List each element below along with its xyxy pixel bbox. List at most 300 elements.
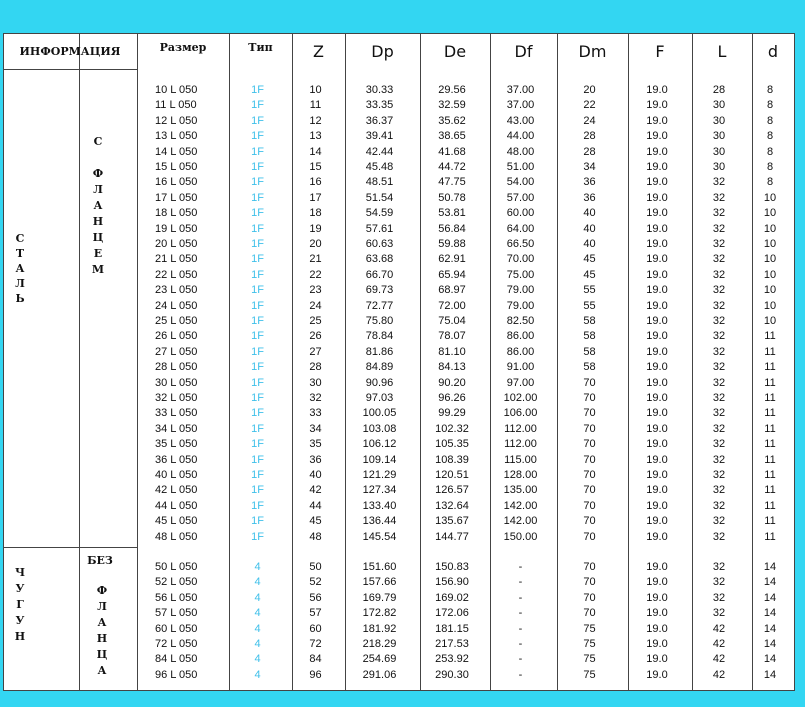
header-dp: Dp [371,41,394,61]
cell-d: 14 [763,638,777,650]
cell-dp: 100.05 [362,407,397,420]
cell-d: 10 [763,284,777,297]
cell-dm: 36 [583,191,596,204]
cell-type: 1F [251,484,264,497]
cell-de: 53.81 [438,207,466,220]
cell-type: 1F [251,499,264,512]
group-cast-iron-label: Ч У Г У Н [14,566,26,643]
cell-z: 48 [309,530,322,543]
cell-de: 217.53 [435,638,469,650]
cell-de: 65.94 [438,268,466,281]
cell-size: 42 L 050 [155,484,198,497]
cell-size: 16 L 050 [155,176,198,189]
cell-size: 60 L 050 [155,622,198,635]
cell-size: 21 L 050 [155,253,198,266]
cell-dm: 28 [583,145,596,158]
cell-type: 1F [251,253,264,266]
cell-type: 1F [251,176,264,189]
cell-dm: 70 [583,453,596,466]
header-d: d [767,41,779,61]
cell-type: 1F [251,191,264,204]
cell-size: 72 L 050 [155,638,198,650]
cell-dm: 22 [583,99,596,112]
cell-df: - [518,653,523,666]
cell-l: 42 [712,622,726,635]
cell-dp: 127.34 [362,484,397,497]
cell-dm: 70 [583,561,596,573]
cell-dm: 75 [583,638,596,650]
cell-z: 32 [309,392,322,404]
cell-de: 172.06 [435,607,469,620]
cell-dm: 34 [583,161,596,173]
cell-type: 1F [251,114,264,127]
cell-f: 19.0 [646,484,668,497]
cell-d: 11 [764,392,776,404]
cell-df: - [518,591,523,604]
cell-l: 30 [712,114,726,127]
header-l: L [717,41,727,61]
cell-dm: 70 [583,407,596,420]
spec-table [3,33,795,691]
cell-f: 19.0 [646,268,668,281]
cell-dp: 90.96 [365,376,394,389]
cell-dp: 30.33 [365,84,394,96]
cell-l: 32 [712,407,726,420]
cell-dm: 70 [583,499,596,512]
cell-de: 253.92 [435,653,469,666]
cell-dp: 78.84 [365,330,394,343]
header-size: Размер [159,40,207,54]
cell-dm: 70 [583,376,596,389]
cell-dp: 45.48 [365,161,394,173]
header-info: ИНФОРМАЦИЯ [19,44,121,58]
cell-type: 1F [251,284,264,297]
cell-d: 10 [763,222,777,235]
cell-type: 1F [251,238,264,250]
cell-d: 11 [764,453,776,466]
cell-dm: 40 [583,222,596,235]
cell-df: 54.00 [506,176,535,189]
cell-dm: 58 [583,345,596,358]
cell-z: 23 [309,284,322,297]
cell-df: 82.50 [506,315,535,327]
cell-f: 19.0 [646,114,668,127]
cell-type: 1F [251,161,264,173]
cell-type: 1F [251,392,264,404]
cell-size: 22 L 050 [155,268,198,281]
cell-df: 86.00 [506,345,535,358]
cell-de: 105.35 [435,438,469,451]
cell-l: 32 [712,469,726,481]
cell-d: 11 [764,422,776,435]
cell-size: 34 L 050 [155,422,198,435]
cell-l: 32 [712,607,726,620]
cell-type: 1F [251,222,264,235]
cell-f: 19.0 [646,422,668,435]
group-without-flange-label: Ф Л А Н Ц А [96,584,108,677]
cell-de: 181.15 [435,622,469,635]
cell-type: 1F [251,268,264,281]
cell-dm: 20 [583,84,596,96]
cell-l: 32 [712,453,726,466]
cell-d: 8 [766,114,774,127]
cell-z: 26 [309,330,322,343]
cell-d: 11 [764,330,776,343]
cell-dp: 109.14 [362,453,397,466]
cell-de: 56.84 [438,222,466,235]
header-type: Тип [248,40,273,54]
cell-dp: 72.77 [365,299,394,312]
cell-de: 38.65 [438,130,466,143]
cell-d: 11 [764,345,776,358]
cell-l: 30 [712,130,726,143]
cell-df: 115.00 [504,453,537,466]
cell-dp: 63.68 [365,253,394,266]
cell-d: 11 [764,376,776,389]
cell-size: 13 L 050 [155,130,198,143]
cell-de: 78.07 [438,330,466,343]
cell-size: 25 L 050 [155,315,198,327]
cell-type: 4 [254,591,261,604]
cell-size: 44 L 050 [155,499,198,512]
cell-l: 32 [712,222,726,235]
cell-z: 35 [309,438,322,451]
cell-de: 44.72 [438,161,466,173]
cell-de: 290.30 [435,668,469,681]
cell-dm: 58 [583,330,596,343]
cell-type: 1F [251,299,264,312]
cell-dp: 103.08 [362,422,397,435]
cell-dp: 181.92 [362,622,397,635]
cell-dp: 97.03 [365,392,394,404]
cell-dp: 81.86 [365,345,394,358]
cell-z: 20 [309,238,322,250]
cell-dp: 51.54 [365,191,394,204]
cell-f: 19.0 [646,99,668,112]
cell-de: 135.67 [435,515,469,528]
cell-l: 32 [712,345,726,358]
cell-size: 32 L 050 [155,392,198,404]
cell-df: 75.00 [506,268,535,281]
cell-d: 14 [763,561,777,573]
cell-df: - [518,576,523,589]
cell-dp: 133.40 [362,499,397,512]
cell-dp: 157.66 [362,576,397,589]
cell-dp: 106.12 [362,438,397,451]
cell-f: 19.0 [646,591,668,604]
cell-dm: 70 [583,515,596,528]
cell-f: 19.0 [646,668,668,681]
cell-l: 32 [712,284,726,297]
cell-df: 48.00 [506,145,535,158]
cell-de: 108.39 [435,453,469,466]
cell-de: 75.04 [438,315,466,327]
cell-size: 52 L 050 [155,576,198,589]
cell-df: 57.00 [506,191,535,204]
cell-de: 126.57 [435,484,469,497]
cell-z: 45 [309,515,322,528]
cell-type: 4 [254,653,261,666]
cell-de: 90.20 [438,376,466,389]
cell-de: 68.97 [438,284,466,297]
cell-size: 84 L 050 [155,653,198,666]
cell-type: 1F [251,422,264,435]
cell-l: 32 [712,176,726,189]
cell-l: 32 [712,438,726,451]
cell-dp: 54.59 [365,207,394,220]
cell-size: 28 L 050 [155,361,198,374]
cell-f: 19.0 [646,638,668,650]
cell-dm: 70 [583,422,596,435]
cell-dp: 33.35 [365,99,394,112]
cell-l: 32 [712,530,726,543]
cell-dm: 55 [583,299,596,312]
cell-l: 30 [712,161,726,173]
cell-f: 19.0 [646,407,668,420]
cell-d: 11 [764,499,776,512]
cell-de: 132.64 [435,499,469,512]
cell-l: 28 [712,84,726,96]
cell-type: 1F [251,145,264,158]
cell-size: 14 L 050 [155,145,198,158]
cell-dp: 136.44 [362,515,397,528]
cell-f: 19.0 [646,130,668,143]
cell-size: 20 L 050 [155,238,198,250]
cell-df: 112.00 [504,438,537,451]
cell-f: 19.0 [646,376,668,389]
cell-l: 42 [712,668,726,681]
cell-z: 50 [309,561,322,573]
cell-f: 19.0 [646,361,668,374]
cell-df: - [518,668,523,681]
group-with-flange-label: С Ф Л А Н Ц Е М [91,135,105,276]
cell-l: 32 [712,499,726,512]
cell-d: 11 [764,407,776,420]
cell-z: 17 [309,191,322,204]
cell-l: 32 [712,484,726,497]
cell-z: 40 [309,469,322,481]
cell-df: 51.00 [506,161,535,173]
cell-l: 30 [712,99,726,112]
cell-df: 128.00 [503,469,538,481]
cell-size: 10 L 050 [155,84,198,96]
cell-type: 4 [254,638,261,650]
cell-size: 24 L 050 [155,299,198,312]
cell-z: 57 [309,607,322,620]
cell-de: 62.91 [438,253,466,266]
cell-dm: 58 [583,361,596,374]
cell-df: 102.00 [503,392,538,404]
cell-df: 142.00 [503,499,538,512]
cell-size: 36 L 050 [155,453,198,466]
cell-type: 1F [251,330,264,343]
cell-de: 41.68 [438,145,466,158]
cell-z: 27 [309,345,322,358]
cell-dm: 70 [583,591,596,604]
cell-size: 27 L 050 [155,345,198,358]
cell-f: 19.0 [646,392,668,404]
cell-dm: 40 [583,207,596,220]
group-steel-label: С Т А Л Ь [15,232,25,305]
cell-size: 35 L 050 [155,438,198,451]
cell-l: 32 [712,315,726,327]
cell-d: 10 [763,299,777,312]
cell-dm: 75 [583,622,596,635]
cell-de: 72.00 [438,299,466,312]
cell-size: 56 L 050 [155,591,198,604]
cell-dm: 75 [583,668,596,681]
cell-l: 32 [712,392,726,404]
cell-dp: 169.79 [362,591,397,604]
cell-f: 19.0 [646,438,668,451]
cell-type: 1F [251,315,264,327]
cell-df: 70.00 [506,253,535,266]
cell-z: 12 [309,114,322,127]
cell-z: 96 [309,668,322,681]
cell-dm: 28 [583,130,596,143]
cell-de: 156.90 [435,576,469,589]
cell-df: 66.50 [506,238,535,250]
cell-type: 1F [251,407,264,420]
cell-dp: 218.29 [362,638,397,650]
cell-dp: 121.29 [362,469,397,481]
cell-l: 32 [712,253,726,266]
cell-d: 10 [763,191,777,204]
cell-size: 50 L 050 [155,561,198,573]
cell-z: 44 [309,499,322,512]
cell-df: 150.00 [503,530,538,543]
cell-size: 57 L 050 [155,607,198,620]
cell-d: 10 [763,207,777,220]
cell-dm: 36 [583,176,596,189]
cell-z: 52 [309,576,322,589]
cell-d: 8 [766,130,774,143]
cell-dm: 70 [583,607,596,620]
cell-size: 15 L 050 [155,161,198,173]
cell-f: 19.0 [646,607,668,620]
cell-l: 30 [712,145,726,158]
cell-z: 30 [309,376,322,389]
cell-f: 19.0 [646,284,668,297]
cell-d: 8 [766,145,774,158]
cell-dm: 70 [583,484,596,497]
cell-f: 19.0 [646,499,668,512]
cell-f: 19.0 [646,345,668,358]
cell-de: 144.77 [435,530,469,543]
cell-z: 24 [309,299,322,312]
cell-df: 86.00 [506,330,535,343]
cell-dp: 69.73 [365,284,394,297]
cell-df: 44.00 [506,130,535,143]
cell-l: 32 [712,361,726,374]
cell-de: 120.51 [435,469,469,481]
cell-l: 42 [712,653,726,666]
cell-d: 8 [766,84,774,96]
cell-dp: 48.51 [365,176,394,189]
cell-type: 4 [254,622,261,635]
cell-size: 11 L 050 [155,99,197,112]
cell-d: 11 [764,530,776,543]
cell-de: 169.02 [435,591,469,604]
cell-l: 32 [712,561,726,573]
cell-de: 29.56 [438,84,466,96]
cell-d: 8 [766,99,774,112]
cell-f: 19.0 [646,453,668,466]
cell-de: 99.29 [438,407,466,420]
cell-z: 72 [309,638,322,650]
cell-dp: 145.54 [362,530,397,543]
cell-type: 1F [251,207,264,220]
cell-df: - [518,622,523,635]
cell-d: 11 [764,361,776,374]
cell-dm: 55 [583,284,596,297]
cell-de: 81.10 [438,345,466,358]
cell-df: - [518,561,523,573]
cell-de: 35.62 [438,114,466,127]
cell-type: 1F [251,99,264,112]
cell-d: 8 [766,176,774,189]
cell-f: 19.0 [646,84,668,96]
cell-d: 14 [763,607,777,620]
cell-z: 33 [309,407,322,420]
cell-dp: 151.60 [362,561,397,573]
cell-df: 97.00 [506,376,535,389]
cell-l: 32 [712,422,726,435]
cell-type: 4 [254,607,261,620]
header-f: F [655,41,665,61]
cell-z: 36 [309,453,322,466]
cell-f: 19.0 [646,469,668,481]
cell-f: 19.0 [646,315,668,327]
cell-size: 48 L 050 [155,530,198,543]
cell-dm: 70 [583,530,596,543]
cell-d: 11 [764,438,776,451]
cell-z: 19 [309,222,322,235]
cell-de: 84.13 [438,361,466,374]
cell-d: 14 [763,668,777,681]
cell-df: 106.00 [503,407,538,420]
cell-l: 32 [712,330,726,343]
cell-d: 10 [763,253,777,266]
cell-type: 1F [251,453,264,466]
cell-f: 19.0 [646,515,668,528]
cell-d: 14 [763,591,777,604]
cell-size: 12 L 050 [155,114,198,127]
cell-size: 23 L 050 [155,284,198,297]
cell-z: 56 [309,591,322,604]
cell-df: 142.00 [503,515,538,528]
cell-size: 96 L 050 [155,668,198,681]
cell-d: 8 [766,161,774,173]
cell-l: 32 [712,268,726,281]
cell-z: 60 [309,622,322,635]
cell-dm: 75 [583,653,596,666]
cell-size: 19 L 050 [155,222,198,235]
header-dm: Dm [578,41,607,61]
cell-de: 96.26 [438,392,466,404]
group-without-flange-word: БЕЗ [87,554,113,567]
cell-d: 14 [763,622,777,635]
cell-z: 15 [309,161,322,173]
cell-df: 60.00 [506,207,535,220]
cell-d: 11 [764,515,776,528]
cell-z: 14 [309,145,322,158]
cell-size: 18 L 050 [155,207,198,220]
cell-z: 34 [309,422,322,435]
cell-size: 30 L 050 [155,376,198,389]
cell-de: 59.88 [438,238,466,250]
cell-z: 13 [309,130,322,143]
